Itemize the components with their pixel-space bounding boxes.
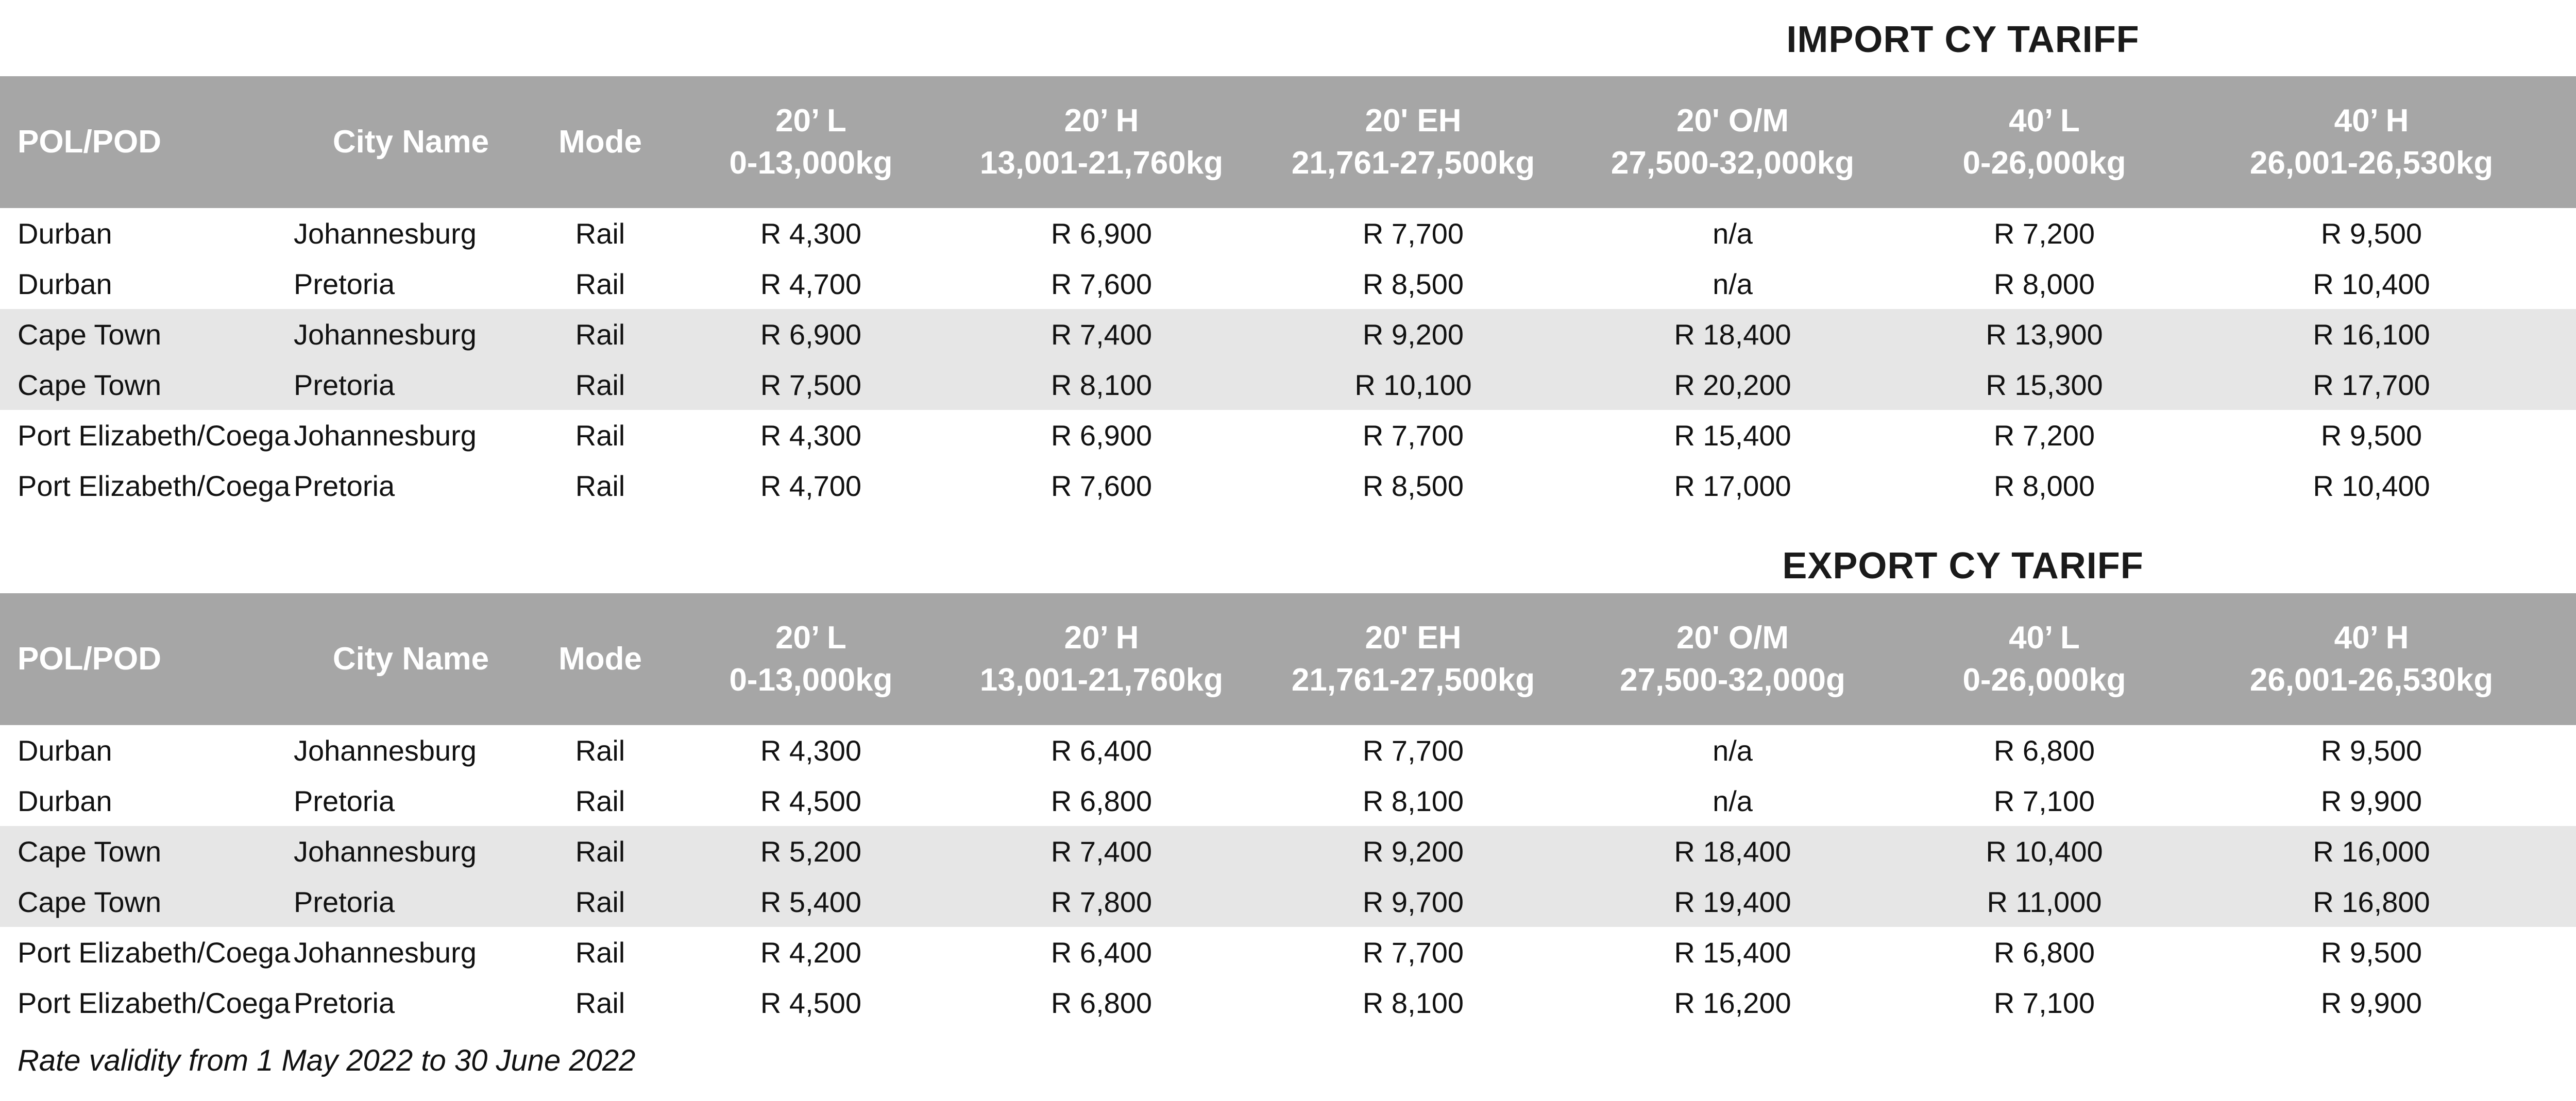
cell-40l: R 6,800 [1993,936,2095,969]
header-city [294,76,528,208]
cell-mode: Rail [575,267,625,300]
header-20om [1573,76,1892,208]
cell-20eh: R 8,100 [1362,784,1464,817]
cell-20om: n/a [1713,734,1753,767]
cell-20h: R 6,400 [1050,936,1153,969]
header-weight-range: 21,761-27,500kg [1291,662,1535,698]
header-label: 40’ L [2009,103,2080,139]
table-row [0,826,2576,876]
cell-pol: Port Elizabeth/Coega [18,469,291,502]
cell-pol: Cape Town [0,309,294,359]
header-label: City Name [332,124,489,160]
header-weight-range [2547,142,2576,184]
cell-20eh: R 8,500 [1362,469,1464,502]
cell-20om: R 15,400 [1674,419,1791,452]
cell-20eh: R 7,700 [1362,419,1464,452]
cell-40h: R 9,500 [2320,419,2422,452]
cell-city: Johannesburg [294,309,528,359]
cell-20h: R 7,400 [950,309,1253,359]
header-label: Mode [558,641,642,677]
header-label: Mode [558,124,642,160]
cell-20eh: R 10,100 [1253,359,1573,410]
header-label: 20' EH [1365,103,1462,139]
header-20l [672,76,950,208]
cell-pol: Durban [18,734,112,767]
export-tariff-table [0,593,2576,1028]
table-row [0,460,2576,511]
cell-20om: n/a [1713,267,1753,300]
cell-40l: R 7,200 [1993,217,2095,250]
cell-20eh: R 9,200 [1253,309,1573,359]
cell-20l: R 4,300 [760,217,862,250]
cell-40h: R 17,700 [2196,359,2547,410]
cell-40om [2547,826,2576,876]
cell-city: Johannesburg [294,419,477,452]
cell-pol: Durban [18,784,112,817]
cell-20om: R 17,000 [1674,469,1791,502]
cell-city: Pretoria [294,267,395,300]
cell-20l: R 4,300 [760,419,862,452]
cell-40h: R 9,500 [2320,936,2422,969]
cell-40om [2547,776,2576,826]
cell-40l: R 8,000 [1993,267,2095,300]
header-mode [528,593,672,725]
cell-pol: Durban [18,267,112,300]
cell-mode: Rail [528,826,672,876]
header-40h [2196,593,2547,725]
header-weight-range [2547,659,2576,701]
header-weight-range: 0-26,000kg [1962,662,2126,698]
header-weight-range: 13,001-21,760kg [979,662,1224,698]
cell-mode: Rail [575,986,625,1019]
header-weight-range: 26,001-26,530kg [2249,662,2494,698]
table-row [0,876,2576,927]
cell-city: Pretoria [294,986,395,1019]
cell-pol: Durban [18,217,112,250]
header-20eh [1253,593,1573,725]
cell-mode: Rail [575,784,625,817]
cell-40h: R 9,900 [2320,784,2422,817]
header-label: 20' O/M [1676,620,1789,656]
cell-20l: R 4,500 [760,784,862,817]
header-40om [2547,76,2576,208]
cell-pol: Port Elizabeth/Coega [18,419,291,452]
cell-40h: R 9,900 [2320,986,2422,1019]
cell-mode: Rail [575,936,625,969]
table-row [0,309,2576,359]
header-label: 20’ L [775,620,846,656]
cell-40h: R 16,800 [2196,876,2547,927]
cell-mode: Rail [575,419,625,452]
table-row [0,410,2576,460]
cell-20om: R 18,400 [1573,826,1892,876]
cell-40h: R 16,100 [2196,309,2547,359]
header-weight-range: 0-13,000kg [729,145,893,181]
cell-20h: R 7,400 [950,826,1253,876]
header-label: 20’ H [1064,103,1139,139]
export-tariff-title: EXPORT CY TARIFF [1782,545,2144,587]
cell-40h: R 9,500 [2320,217,2422,250]
cell-40l: R 15,300 [1892,359,2196,410]
cell-40h: R 9,500 [2320,734,2422,767]
cell-40om [2547,359,2576,410]
cell-40l: R 7,100 [1993,986,2095,1019]
header-20l [672,593,950,725]
header-weight-range: 27,500-32,000g [1620,662,1845,698]
cell-40h: R 16,000 [2196,826,2547,876]
cell-40om [2547,309,2576,359]
cell-40om [2547,410,2576,460]
header-city [294,593,528,725]
cell-40l: R 8,000 [1993,469,2095,502]
cell-city: Johannesburg [294,826,528,876]
header-label: 20’ L [775,103,846,139]
table-row [0,776,2576,826]
cell-mode: Rail [528,309,672,359]
header-label: 20’ H [1064,620,1139,656]
table-header-row [0,76,2576,208]
cell-mode: Rail [528,359,672,410]
cell-20om: R 20,200 [1573,359,1892,410]
cell-pol: Port Elizabeth/Coega [18,986,291,1019]
cell-20l: R 6,900 [672,309,950,359]
cell-20om: R 16,200 [1674,986,1791,1019]
cell-pol: Port Elizabeth/Coega [18,936,291,969]
header-weight-range: 13,001-21,760kg [979,145,1224,181]
table-header-row [0,593,2576,725]
header-label: 40’ H [2334,620,2409,656]
cell-city: Pretoria [294,784,395,817]
cell-20om: n/a [1713,784,1753,817]
rate-validity-note: Rate validity from 1 May 2022 to 30 June 2022 [18,1044,636,1077]
cell-20h: R 6,900 [1050,419,1153,452]
cell-20l: R 4,700 [760,469,862,502]
header-label [2547,617,2576,659]
header-20h [950,76,1253,208]
header-weight-range: 0-26,000kg [1962,145,2126,181]
cell-city: Pretoria [294,469,395,502]
header-40om [2547,593,2576,725]
header-label: POL/POD [18,124,162,160]
header-label [2547,100,2576,142]
cell-40om [2547,208,2576,259]
header-weight-range: 0-13,000kg [729,662,893,698]
header-weight-range: 21,761-27,500kg [1291,145,1535,181]
cell-40l: R 10,400 [1892,826,2196,876]
cell-40l: R 11,000 [1892,876,2196,927]
header-label: 40’ H [2334,103,2409,139]
header-label: City Name [332,641,489,677]
header-weight-range: 27,500-32,000kg [1611,145,1855,181]
header-40h [2196,76,2547,208]
cell-20h: R 6,800 [1050,784,1153,817]
cell-mode: Rail [575,217,625,250]
header-pol [0,593,294,725]
cell-40l: R 7,100 [1993,784,2095,817]
cell-40l: R 6,800 [1993,734,2095,767]
header-label: 20' O/M [1676,103,1789,139]
header-label: POL/POD [18,641,162,677]
cell-20eh: R 9,200 [1253,826,1573,876]
cell-20eh: R 8,500 [1362,267,1464,300]
cell-mode: Rail [528,876,672,927]
header-20om [1573,593,1892,725]
cell-20eh: R 7,700 [1362,217,1464,250]
cell-40l: R 13,900 [1892,309,2196,359]
import-tariff-table [0,76,2576,511]
cell-20h: R 7,600 [1050,469,1153,502]
cell-20eh: R 9,700 [1253,876,1573,927]
table-row [0,725,2576,776]
cell-20l: R 4,500 [760,986,862,1019]
cell-20h: R 6,900 [1050,217,1153,250]
cell-40om [2547,876,2576,927]
cell-city: Johannesburg [294,217,477,250]
cell-20om: R 18,400 [1573,309,1892,359]
header-pol [0,76,294,208]
table-row [0,259,2576,309]
cell-20l: R 4,300 [760,734,862,767]
cell-40om [2547,259,2576,309]
header-weight-range: 26,001-26,530kg [2249,145,2494,181]
cell-pol: Cape Town [0,359,294,410]
cell-20l: R 4,200 [760,936,862,969]
table-row [0,208,2576,259]
cell-20eh: R 8,100 [1362,986,1464,1019]
header-40l [1892,593,2196,725]
cell-city: Pretoria [294,359,528,410]
cell-20eh: R 7,700 [1362,734,1464,767]
cell-pol: Cape Town [0,876,294,927]
cell-city: Pretoria [294,876,528,927]
cell-city: Johannesburg [294,936,477,969]
table-row [0,359,2576,410]
cell-20om: R 19,400 [1573,876,1892,927]
cell-20eh: R 7,700 [1362,936,1464,969]
header-mode [528,76,672,208]
header-label: 20' EH [1365,620,1462,656]
table-row [0,977,2576,1028]
cell-20h: R 7,800 [950,876,1253,927]
table-row [0,927,2576,977]
cell-20om: n/a [1713,217,1753,250]
cell-40om [2547,725,2576,776]
cell-20h: R 8,100 [950,359,1253,410]
cell-mode: Rail [575,469,625,502]
cell-20h: R 6,800 [1050,986,1153,1019]
cell-40om [2547,460,2576,511]
cell-mode: Rail [575,734,625,767]
cell-20h: R 7,600 [1050,267,1153,300]
cell-pol: Cape Town [0,826,294,876]
header-label: 40’ L [2009,620,2080,656]
cell-20l: R 5,400 [672,876,950,927]
header-20h [950,593,1253,725]
cell-city: Johannesburg [294,734,477,767]
cell-40h: R 10,400 [2313,469,2430,502]
cell-40om [2547,927,2576,977]
import-tariff-title: IMPORT CY TARIFF [1786,19,2140,60]
header-40l [1892,76,2196,208]
cell-40om [2547,977,2576,1028]
cell-20h: R 6,400 [1050,734,1153,767]
cell-20l: R 4,700 [760,267,862,300]
cell-40l: R 7,200 [1993,419,2095,452]
cell-20om: R 15,400 [1674,936,1791,969]
cell-40h: R 10,400 [2313,267,2430,300]
cell-20l: R 5,200 [672,826,950,876]
header-20eh [1253,76,1573,208]
cell-20l: R 7,500 [672,359,950,410]
